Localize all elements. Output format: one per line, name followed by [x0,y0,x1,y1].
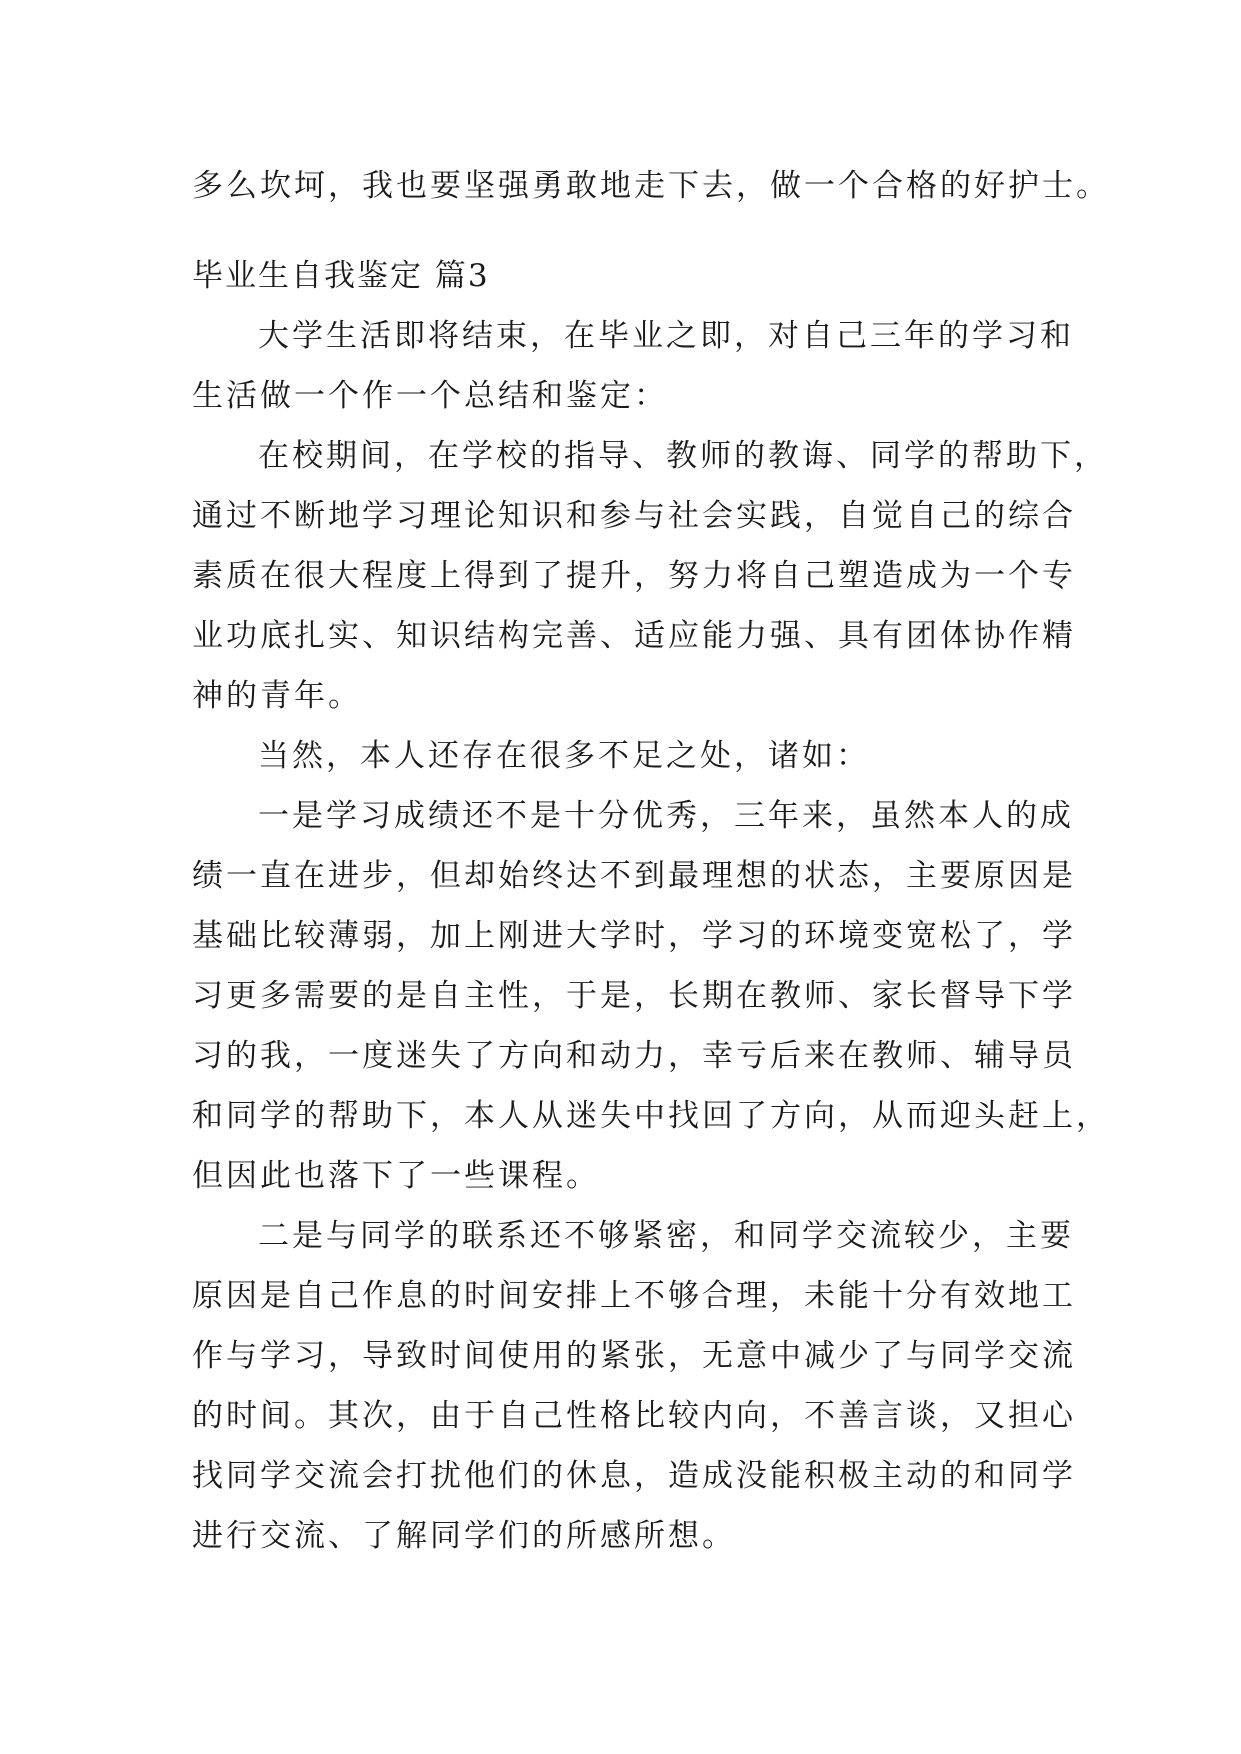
section-heading: 毕业生自我鉴定 篇3 [192,258,490,294]
text-line: 业功底扎实、知识结构完善、适应能力强、具有团体协作精 [192,618,1076,654]
text-line: 但因此也落下了一些课程。 [192,1158,600,1194]
text-line: 基础比较薄弱，加上刚进大学时，学习的环境变宽松了，学 [192,918,1076,954]
text-line: 神的青年。 [192,678,362,714]
text-line: 的时间。其次，由于自己性格比较内向，不善言谈，又担心 [192,1398,1076,1434]
text-line: 和同学的帮助下，本人从迷失中找回了方向，从而迎头赶上， [192,1098,1110,1134]
text-line: 一是学习成绩还不是十分优秀，三年来，虽然本人的成 [258,798,1074,834]
text-line: 当然，本人还存在很多不足之处，诸如： [258,738,870,774]
text-line: 素质在很大程度上得到了提升，努力将自己塑造成为一个专 [192,558,1076,594]
text-line: 多么坎坷，我也要坚强勇敢地走下去，做一个合格的好护士。 [192,168,1110,204]
text-line: 原因是自己作息的时间安排上不够合理，未能十分有效地工 [192,1278,1076,1314]
text-line: 通过不断地学习理论知识和参与社会实践，自觉自己的综合 [192,498,1076,534]
text-line: 二是与同学的联系还不够紧密，和同学交流较少，主要 [258,1218,1074,1254]
text-line: 生活做一个作一个总结和鉴定： [192,378,668,414]
text-line: 习的我，一度迷失了方向和动力，幸亏后来在教师、辅导员 [192,1038,1076,1074]
text-line: 绩一直在进步，但却始终达不到最理想的状态，主要原因是 [192,858,1076,894]
text-line: 进行交流、了解同学们的所感所想。 [192,1518,736,1554]
text-line: 在校期间，在学校的指导、教师的教诲、同学的帮助下， [258,438,1108,474]
text-line: 找同学交流会打扰他们的休息，造成没能积极主动的和同学 [192,1458,1076,1494]
text-line: 大学生活即将结束，在毕业之即，对自己三年的学习和 [258,318,1074,354]
text-line: 作与学习，导致时间使用的紧张，无意中减少了与同学交流 [192,1338,1076,1374]
document-page [192,156,1110,1566]
text-line: 习更多需要的是自主性，于是，长期在教师、家长督导下学 [192,978,1076,1014]
